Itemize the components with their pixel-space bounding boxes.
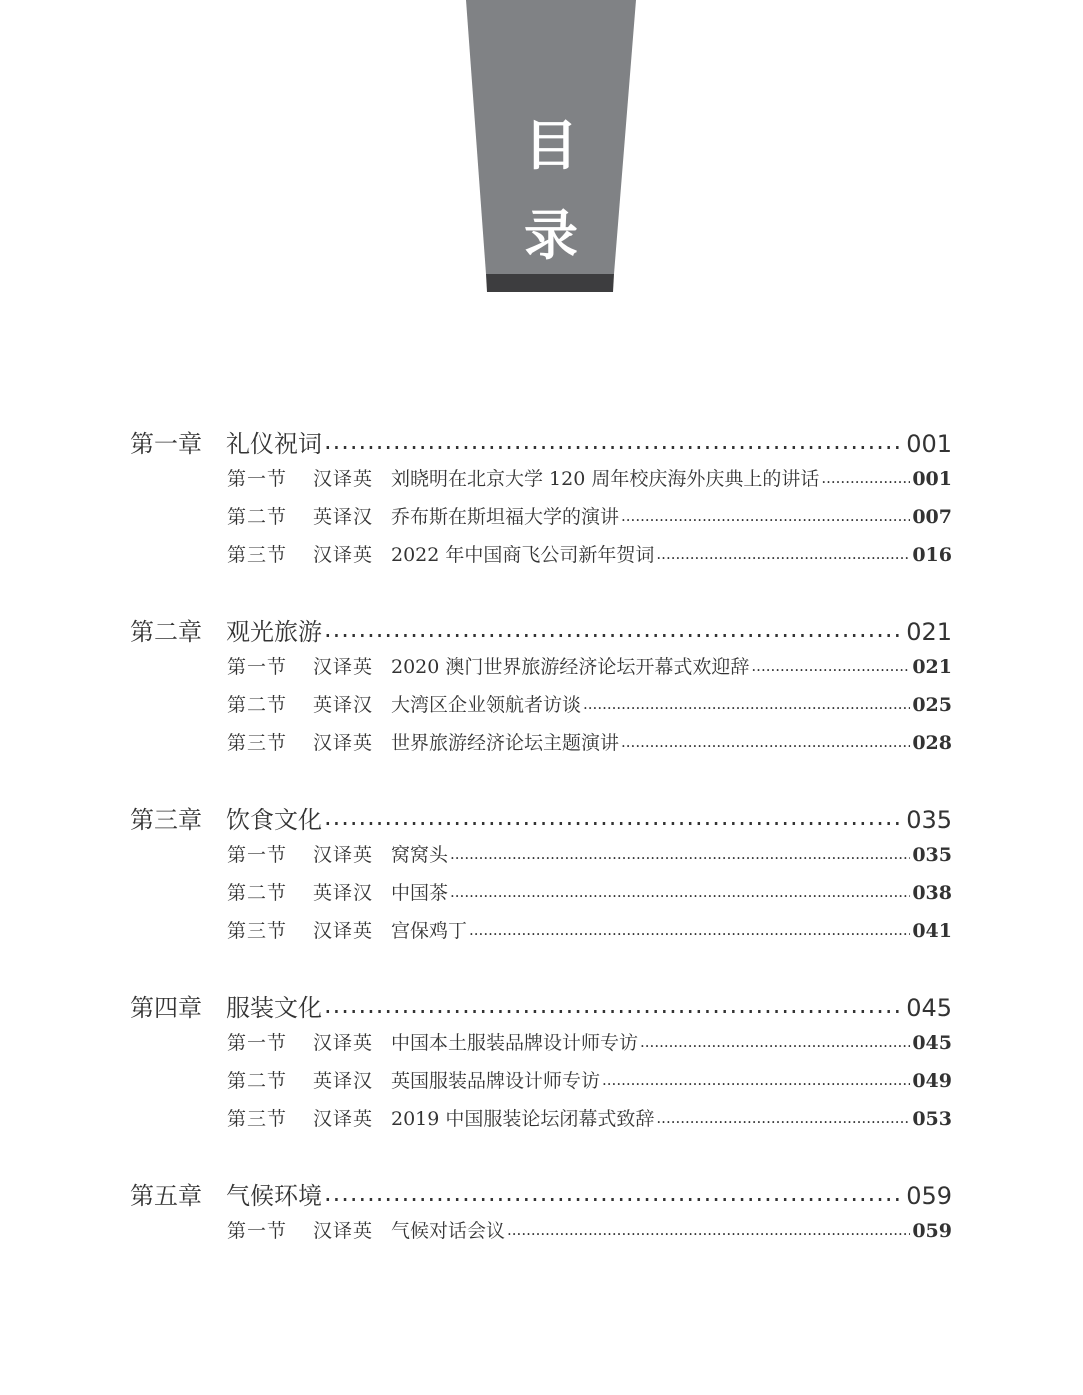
section-page-number: 025	[912, 694, 952, 716]
chapter-block	[130, 612, 952, 766]
section-entry[interactable]	[227, 840, 952, 878]
dot-leader	[602, 1068, 910, 1087]
dot-leader	[507, 1218, 910, 1237]
section-entry[interactable]	[227, 540, 952, 578]
section-title: 大湾区企业领航者访谈	[391, 694, 582, 716]
chapter-entry[interactable]	[130, 800, 952, 840]
section-entry[interactable]	[227, 652, 952, 690]
dot-leader	[640, 1030, 910, 1049]
translation-direction: 汉译英	[313, 732, 374, 754]
section-page-number: 016	[912, 544, 952, 566]
section-title: 气候对话会议	[391, 1220, 506, 1242]
section-number: 第一节	[227, 1220, 288, 1242]
dot-leader	[656, 1106, 910, 1125]
translation-direction: 汉译英	[313, 544, 374, 566]
section-page-number: 021	[912, 656, 952, 678]
section-title: 英国服装品牌设计师专访	[391, 1070, 601, 1092]
section-page-number: 059	[912, 1220, 952, 1242]
dot-leader	[324, 992, 904, 1016]
translation-direction: 汉译英	[313, 656, 374, 678]
chapter-title: 服装文化	[226, 994, 322, 1022]
section-title: 2022 年中国商飞公司新年贺词	[391, 544, 655, 566]
chapter-page-number: 045	[906, 994, 952, 1022]
translation-direction: 英译汉	[313, 506, 374, 528]
section-number: 第三节	[227, 920, 288, 942]
section-title: 中国茶	[391, 882, 449, 904]
section-entry[interactable]	[227, 916, 952, 954]
chapter-number: 第三章	[130, 806, 202, 834]
section-title: 乔布斯在斯坦福大学的演讲	[391, 506, 620, 528]
section-page-number: 041	[912, 920, 952, 942]
section-title: 窝窝头	[391, 844, 449, 866]
chapter-entry[interactable]	[130, 988, 952, 1028]
translation-direction: 英译汉	[313, 1070, 374, 1092]
section-entry[interactable]	[227, 464, 952, 502]
section-number: 第三节	[227, 732, 288, 754]
dot-leader	[621, 730, 910, 749]
section-number: 第三节	[227, 1108, 288, 1130]
chapter-title: 气候环境	[226, 1182, 322, 1210]
section-entry[interactable]	[227, 1066, 952, 1104]
section-page-number: 045	[912, 1032, 952, 1054]
section-entry[interactable]	[227, 690, 952, 728]
dot-leader	[324, 804, 904, 828]
section-number: 第二节	[227, 694, 288, 716]
chapter-entry[interactable]	[130, 424, 952, 464]
translation-direction: 汉译英	[313, 844, 374, 866]
section-page-number: 035	[912, 844, 952, 866]
chapter-title: 饮食文化	[226, 806, 322, 834]
section-page-number: 053	[912, 1108, 952, 1130]
section-title: 中国本土服装品牌设计师专访	[391, 1032, 639, 1054]
section-entry[interactable]	[227, 728, 952, 766]
section-page-number: 028	[912, 732, 952, 754]
section-number: 第三节	[227, 544, 288, 566]
section-number: 第一节	[227, 656, 288, 678]
chapter-block	[130, 988, 952, 1142]
section-title: 刘晓明在北京大学 120 周年校庆海外庆典上的讲话	[391, 468, 820, 490]
section-entry[interactable]	[227, 878, 952, 916]
table-of-contents	[130, 424, 952, 1288]
dot-leader	[324, 1180, 904, 1204]
translation-direction: 汉译英	[313, 1108, 374, 1130]
chapter-block	[130, 800, 952, 954]
section-entry[interactable]	[227, 502, 952, 540]
dot-leader	[324, 428, 904, 452]
translation-direction: 汉译英	[313, 1032, 374, 1054]
chapter-number: 第二章	[130, 618, 202, 646]
chapter-title: 礼仪祝词	[226, 430, 322, 458]
dot-leader	[324, 616, 904, 640]
title-banner	[466, 0, 636, 292]
dot-leader	[656, 542, 910, 561]
section-title: 宫保鸡丁	[391, 920, 468, 942]
section-page-number: 001	[912, 468, 952, 490]
chapter-title: 观光旅游	[226, 618, 322, 646]
dot-leader	[450, 842, 910, 861]
section-title: 世界旅游经济论坛主题演讲	[391, 732, 620, 754]
section-entry[interactable]	[227, 1104, 952, 1142]
dot-leader	[751, 654, 910, 673]
banner-base	[486, 274, 614, 292]
translation-direction: 英译汉	[313, 882, 374, 904]
chapter-page-number: 059	[906, 1182, 952, 1210]
section-page-number: 007	[912, 506, 952, 528]
translation-direction: 汉译英	[313, 1220, 374, 1242]
translation-direction: 英译汉	[313, 694, 374, 716]
dot-leader	[450, 880, 910, 899]
section-entry[interactable]	[227, 1216, 952, 1254]
chapter-page-number: 035	[906, 806, 952, 834]
chapter-number: 第一章	[130, 430, 202, 458]
chapter-page-number: 021	[906, 618, 952, 646]
section-number: 第一节	[227, 844, 288, 866]
dot-leader	[821, 466, 910, 485]
section-number: 第二节	[227, 506, 288, 528]
title-char-bottom: 录	[524, 204, 578, 267]
section-number: 第二节	[227, 1070, 288, 1092]
title-char-top: 目	[524, 114, 578, 177]
section-page-number: 038	[912, 882, 952, 904]
dot-leader	[469, 918, 910, 937]
dot-leader	[621, 504, 910, 523]
section-page-number: 049	[912, 1070, 952, 1092]
chapter-entry[interactable]	[130, 1176, 952, 1216]
section-number: 第二节	[227, 882, 288, 904]
section-entry[interactable]	[227, 1028, 952, 1066]
chapter-block	[130, 1176, 952, 1254]
chapter-page-number: 001	[906, 430, 952, 458]
section-title: 2020 澳门世界旅游经济论坛开幕式欢迎辞	[391, 656, 750, 678]
chapter-number: 第五章	[130, 1182, 202, 1210]
section-number: 第一节	[227, 1032, 288, 1054]
chapter-number: 第四章	[130, 994, 202, 1022]
section-title: 2019 中国服装论坛闭幕式致辞	[391, 1108, 655, 1130]
translation-direction: 汉译英	[313, 920, 374, 942]
chapter-block	[130, 424, 952, 578]
section-number: 第一节	[227, 468, 288, 490]
chapter-entry[interactable]	[130, 612, 952, 652]
dot-leader	[583, 692, 910, 711]
translation-direction: 汉译英	[313, 468, 374, 490]
